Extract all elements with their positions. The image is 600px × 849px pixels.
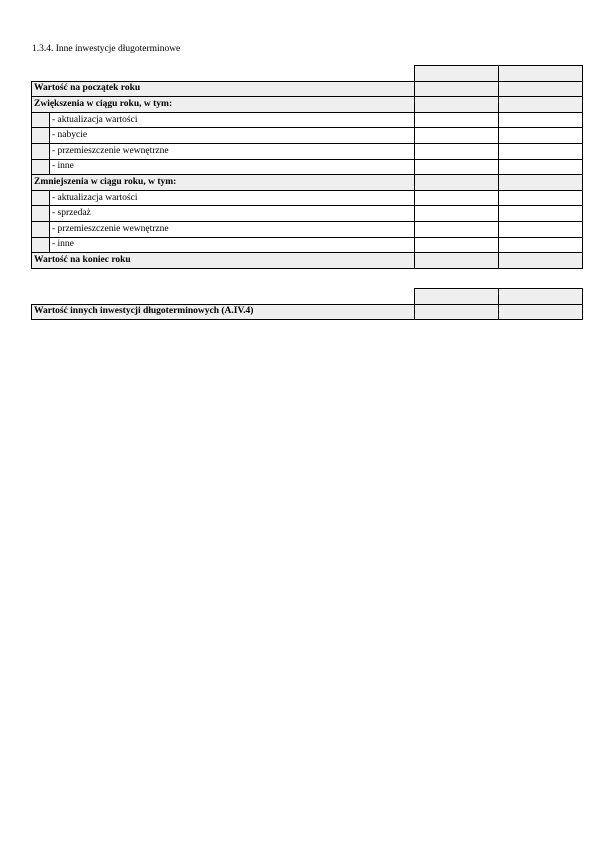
value-cell-2[interactable] [499, 221, 583, 237]
row-sublabel: - inne [50, 237, 415, 253]
indent-cell [32, 221, 50, 237]
indent-cell [32, 143, 50, 159]
value-cell-1[interactable] [415, 221, 499, 237]
value-cell-1[interactable] [415, 253, 499, 269]
table-row [32, 97, 583, 113]
value-cell-2[interactable] [499, 237, 583, 253]
table-row [32, 190, 583, 206]
row-sublabel: - nabycie [50, 128, 415, 144]
row-sublabel: - przemieszczenie wewnętrzne [50, 143, 415, 159]
table-row [32, 206, 583, 222]
indent-cell [32, 237, 50, 253]
value-cell-1[interactable] [415, 159, 499, 175]
value-cell-1[interactable] [415, 237, 499, 253]
row-sublabel: - sprzedaż [50, 206, 415, 222]
value-cell-1[interactable] [415, 190, 499, 206]
value-cell-2[interactable] [499, 190, 583, 206]
row-label: Wartość na koniec roku [32, 253, 415, 269]
header-row [32, 66, 583, 82]
header-label-cell [32, 66, 415, 82]
table-row [32, 128, 583, 144]
value-cell-1[interactable] [415, 175, 499, 191]
value-cell-1[interactable] [415, 128, 499, 144]
value-cell-2[interactable] [499, 304, 583, 320]
table-row [32, 237, 583, 253]
value-cell-2[interactable] [499, 128, 583, 144]
investments-movement-table [31, 65, 583, 269]
section-title: 1.3.4. Inne inwestycje długoterminowe [32, 44, 181, 54]
table-row [32, 112, 583, 128]
value-cell-2[interactable] [499, 206, 583, 222]
header-cell-1 [415, 66, 499, 82]
value-cell-1[interactable] [415, 206, 499, 222]
indent-cell [32, 190, 50, 206]
value-cell-2[interactable] [499, 159, 583, 175]
header-label-cell [32, 289, 415, 305]
row-label: Zwiększenia w ciągu roku, w tym: [32, 97, 415, 113]
investments-value-table [31, 288, 583, 320]
row-label: Wartość na początek roku [32, 81, 415, 97]
value-cell-2[interactable] [499, 97, 583, 113]
row-sublabel: - przemieszczenie wewnętrzne [50, 221, 415, 237]
row-label: Zmniejszenia w ciągu roku, w tym: [32, 175, 415, 191]
table-row [32, 81, 583, 97]
row-sublabel: - aktualizacja wartości [50, 112, 415, 128]
row-sublabel: - aktualizacja wartości [50, 190, 415, 206]
table-row [32, 304, 583, 320]
table-row [32, 175, 583, 191]
value-cell-1[interactable] [415, 81, 499, 97]
table-row [32, 143, 583, 159]
header-cell-1 [415, 289, 499, 305]
row-label: Wartość innych inwestycji długoterminowych (A.IV.4) [32, 304, 415, 320]
row-sublabel: - inne [50, 159, 415, 175]
header-cell-2 [499, 289, 583, 305]
value-cell-2[interactable] [499, 112, 583, 128]
indent-cell [32, 206, 50, 222]
value-cell-1[interactable] [415, 112, 499, 128]
table-row [32, 221, 583, 237]
table-row [32, 253, 583, 269]
value-cell-2[interactable] [499, 81, 583, 97]
value-cell-1[interactable] [415, 304, 499, 320]
header-cell-2 [499, 66, 583, 82]
indent-cell [32, 159, 50, 175]
indent-cell [32, 112, 50, 128]
value-cell-2[interactable] [499, 253, 583, 269]
value-cell-2[interactable] [499, 175, 583, 191]
value-cell-1[interactable] [415, 97, 499, 113]
value-cell-1[interactable] [415, 143, 499, 159]
value-cell-2[interactable] [499, 143, 583, 159]
indent-cell [32, 128, 50, 144]
header-row [32, 289, 583, 305]
table-row [32, 159, 583, 175]
